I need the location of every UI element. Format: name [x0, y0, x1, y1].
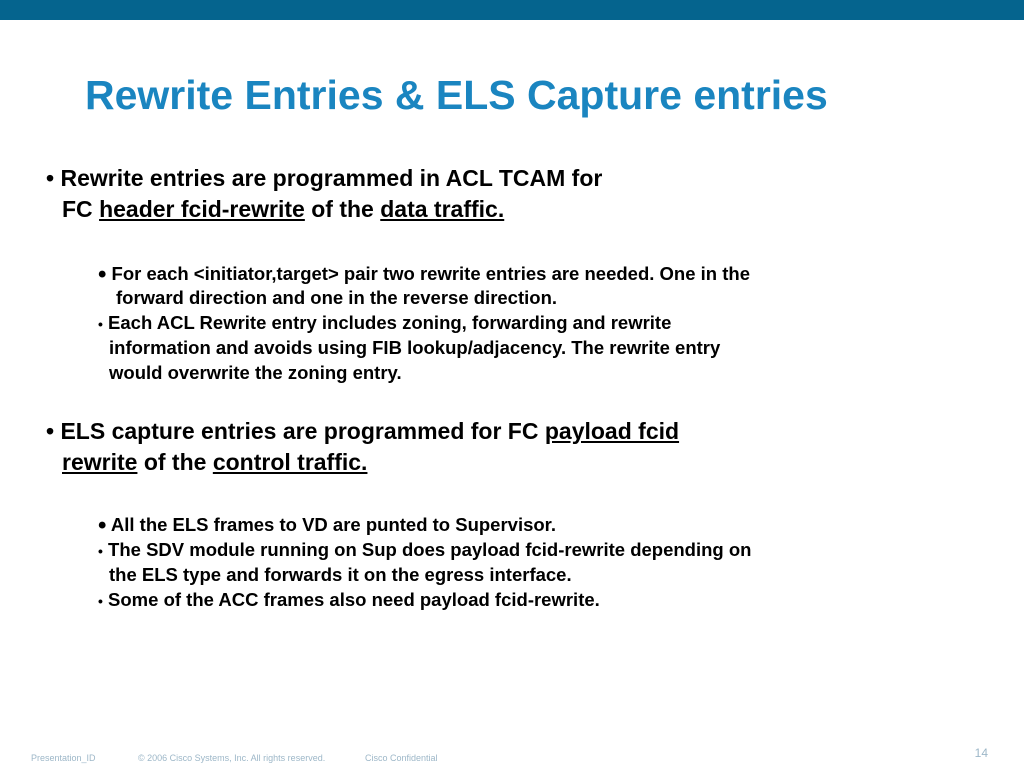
top-banner-bar — [0, 0, 1024, 20]
sub-bullet-initiator-target — [98, 261, 750, 289]
sub-bullet-text: Each ACL Rewrite entry includes zoning, forwarding and rewrite — [108, 312, 672, 333]
bullet-text: Rewrite entries are programmed in ACL TCAM for — [60, 165, 603, 191]
underlined-header-fcid-rewrite: header fcid-rewrite — [99, 196, 305, 222]
slide-title: Rewrite Entries & ELS Capture entries — [85, 72, 828, 118]
bullet-els-capture: • ELS capture entries are programmed for FC payload fcid — [46, 418, 680, 444]
bullet-rewrite-entries — [46, 165, 602, 192]
footer-copyright: © 2006 Cisco Systems, Inc. All rights reserved. — [138, 753, 326, 763]
bullet-icon: • — [98, 593, 103, 609]
sub-bullet-text: The SDV module running on Sup does payload fcid-rewrite depending on — [108, 539, 752, 560]
bullet-icon: • — [98, 316, 103, 332]
underlined-data-traffic: data traffic. — [380, 196, 505, 222]
sub-bullet-initiator-target-cont: forward direction and one in the reverse direction. — [116, 287, 558, 308]
sub-bullet-acc-frames — [98, 589, 600, 611]
bullet-els-capture-cont: rewrite of the control traffic. — [62, 449, 368, 475]
sub-bullet-text: For each <initiator,target> pair two rewrite entries are needed. One in the — [111, 263, 750, 284]
sub-bullet-acl-rewrite — [98, 312, 671, 334]
footer-confidential: Cisco Confidential — [365, 753, 438, 763]
sub-bullet-sdv-module — [98, 539, 751, 561]
sub-bullet-acl-rewrite-cont-2: would overwrite the zoning entry. — [109, 362, 402, 383]
underlined-control-traffic: control traffic. — [212, 449, 368, 475]
sub-bullet-text: Some of the ACC frames also need payload fcid-rewrite. — [108, 589, 600, 610]
underlined-rewrite: rewrite — [62, 449, 138, 475]
bullet-rewrite-entries-cont: FC header fcid-rewrite of the data traffic. — [62, 196, 505, 222]
sub-bullet-acl-rewrite-cont-1: information and avoids using FIB lookup/adjacency. The rewrite entry — [109, 337, 721, 358]
bullet-icon: • — [46, 418, 55, 444]
bullet-icon: • — [98, 261, 107, 288]
footer-presentation-id: Presentation_ID — [31, 753, 96, 763]
sub-bullet-sdv-module-cont: the ELS type and forwards it on the egress interface. — [109, 564, 572, 585]
underlined-payload-fcid: payload fcid — [544, 418, 680, 444]
sub-bullet-els-frames — [98, 512, 556, 540]
bullet-icon: • — [98, 512, 107, 539]
bullet-icon: • — [98, 543, 103, 559]
page-number: 14 — [974, 746, 988, 760]
sub-bullet-text: All the ELS frames to VD are punted to Supervisor. — [110, 514, 556, 535]
bullet-icon: • — [46, 165, 55, 191]
